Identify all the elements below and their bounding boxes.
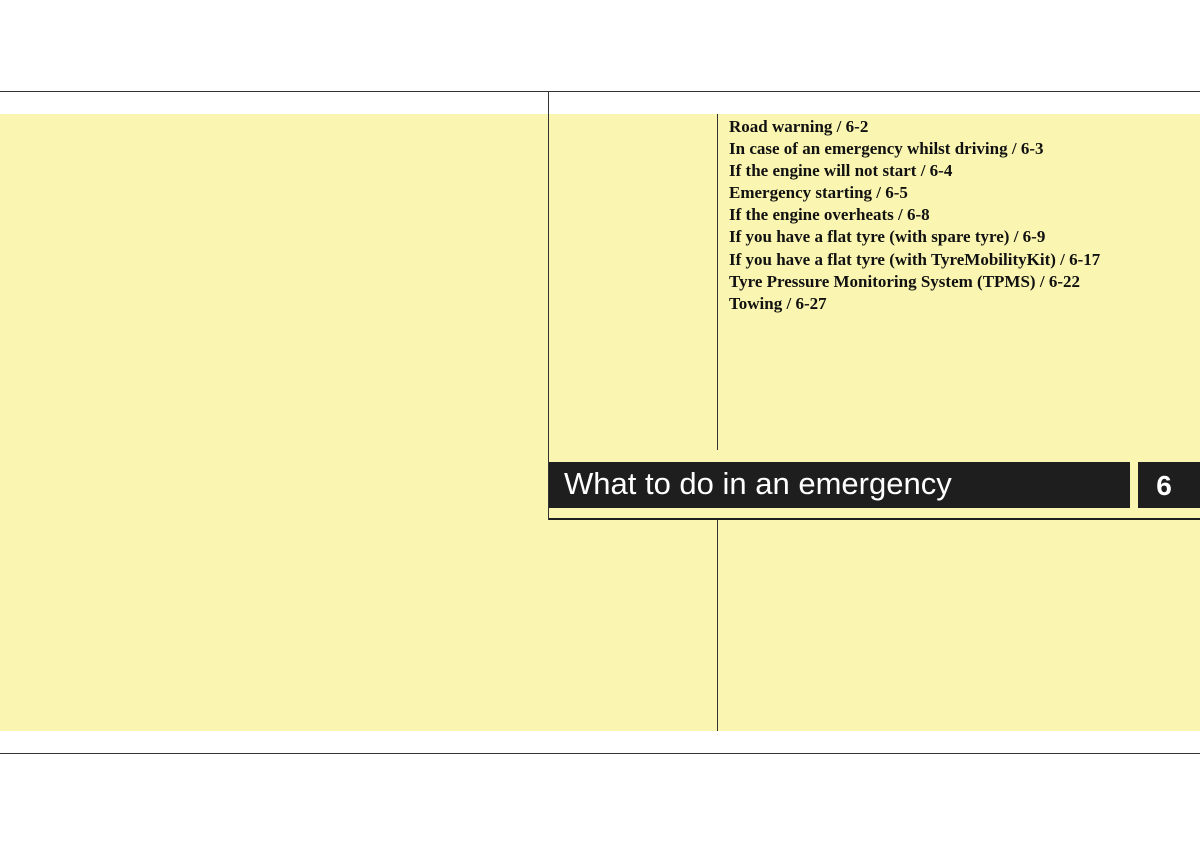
contents-item[interactable]: If you have a flat tyre (with TyreMobilityKit) / 6-17 [729,249,1101,269]
chapter-contents-list [729,116,1100,315]
contents-divider-upper [717,114,718,450]
top-rule [0,91,1200,92]
chapter-title: What to do in an emergency [564,466,952,501]
left-column-divider [548,92,549,520]
contents-item[interactable]: If the engine will not start / 6-4 [729,161,953,181]
contents-item[interactable]: If the engine overheats / 6-8 [729,205,930,225]
chapter-tab [1138,462,1200,508]
bottom-rule [0,753,1200,754]
chapter-number: 6 [1156,470,1172,501]
title-underline [549,518,1200,520]
contents-item[interactable]: Tyre Pressure Monitoring System (TPMS) / 6-22 [729,271,1080,291]
contents-divider-lower [717,520,718,731]
contents-item[interactable]: In case of an emergency whilst driving / 6-3 [729,139,1044,159]
contents-item[interactable]: Road warning / 6-2 [729,117,869,136]
chapter-title-bar [549,462,1130,508]
contents-item[interactable]: Towing / 6-27 [729,293,827,313]
contents-item[interactable]: If you have a flat tyre (with spare tyre) / 6-9 [729,227,1046,247]
contents-item[interactable]: Emergency starting / 6-5 [729,183,908,203]
